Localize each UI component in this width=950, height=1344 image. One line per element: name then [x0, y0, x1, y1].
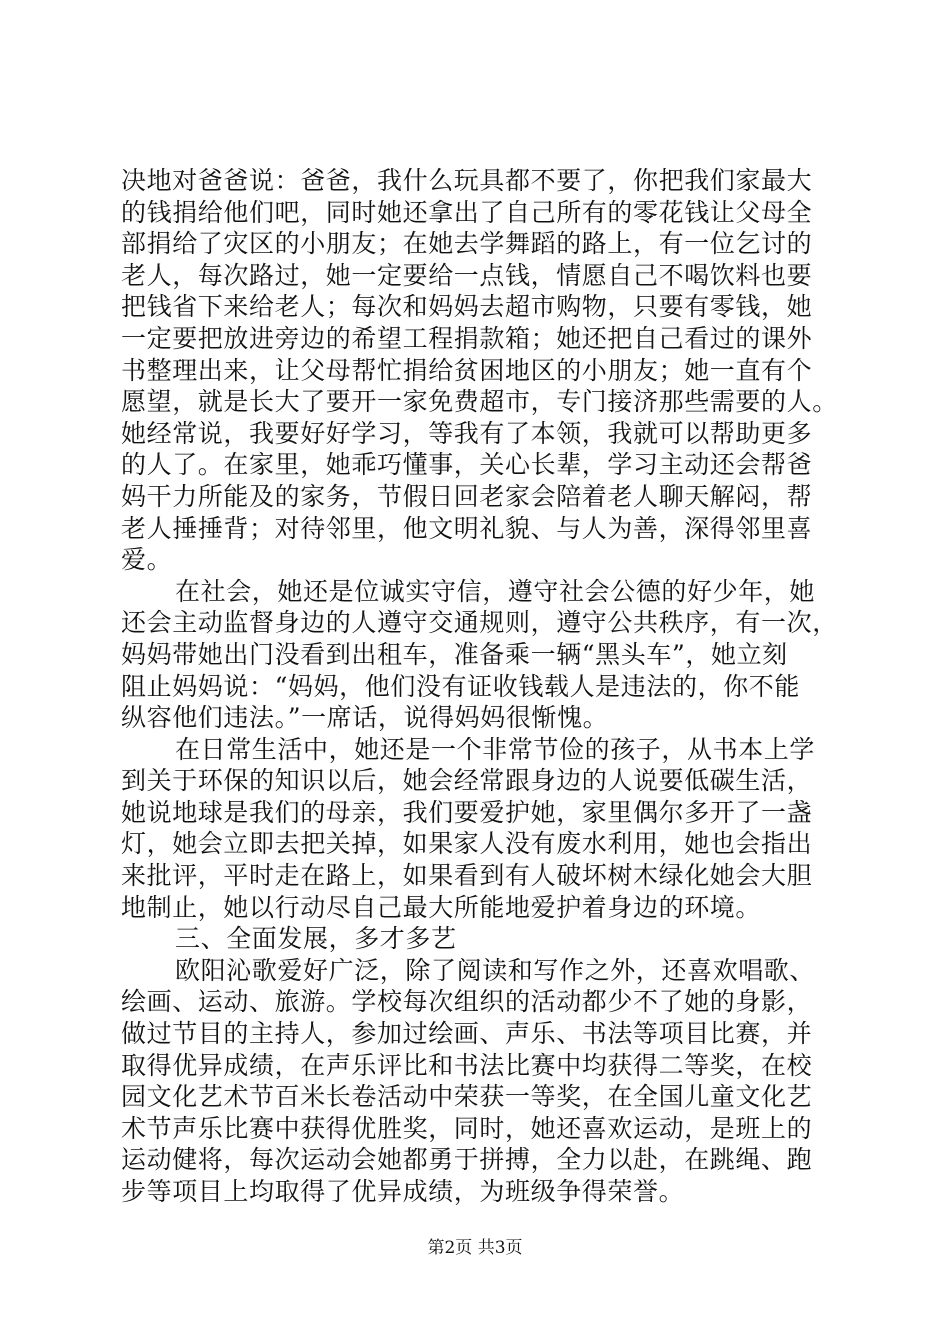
text-line: 她说地球是我们的母亲，我们要爱护她，家里偶尔多开了一盏: [121, 797, 813, 827]
text-line: 在社会，她还是位诚实守信，遵守社会公德的好少年，她: [175, 576, 816, 606]
text-line: 她经常说，我要好好学习，等我有了本领，我就可以帮助更多: [121, 418, 813, 448]
text-line: 术节声乐比赛中获得优胜奖，同时，她还喜欢运动，是班上的: [121, 1113, 813, 1143]
page-footer: 第2页 共3页: [427, 1238, 523, 1258]
text-line: 一定要把放进旁边的希望工程捐款箱；她还把自己看过的课外: [121, 323, 813, 353]
text-line: 到关于环保的知识以后，她会经常跟身边的人说要低碳生活，: [121, 766, 813, 796]
text-line: 书整理出来，让父母帮忙捐给贫困地区的小朋友；她一直有个: [121, 355, 813, 385]
text-line: 决地对爸爸说：爸爸，我什么玩具都不要了，你把我们家最大: [121, 166, 813, 195]
text-line: 老人，每次路过，她一定要给一点钱，情愿自己不喝饮料也要: [121, 260, 813, 290]
text-line: 三、全面发展，多才多艺: [175, 924, 457, 954]
text-line: 步等项目上均取得了优异成绩，为班级争得荣誉。: [121, 1177, 685, 1206]
text-line: 园文化艺术节百米长卷活动中荣获一等奖，在全国儿童文化艺: [121, 1082, 813, 1112]
text-line: 阻止妈妈说：“妈妈，他们没有证收钱载人是违法的，你不能: [121, 671, 800, 701]
text-line: 老人捶捶背；对待邻里，他文明礼貌、与人为善，深得邻里喜: [121, 513, 813, 543]
text-line: 欧阳沁歌爱好广泛，除了阅读和写作之外，还喜欢唱歌、: [175, 955, 816, 985]
text-line: 妈干力所能及的家务，节假日回老家会陪着老人聊天解闷，帮: [121, 481, 813, 511]
text-line: 来批评，平时走在路上，如果看到有人破坏树木绿化她会大胆: [121, 861, 813, 891]
text-line: 部捐给了灾区的小朋友；在她去学舞蹈的路上，有一位乞讨的: [121, 229, 813, 259]
text-line: 的人了。在家里，她乖巧懂事，关心长辈，学习主动还会帮爸: [121, 450, 813, 480]
text-line: 妈妈带她出门没看到出租车，准备乘一辆“黑头车”，她立刻: [121, 639, 788, 669]
text-line: 取得优异成绩，在声乐评比和书法比赛中均获得二等奖，在校: [121, 1050, 813, 1080]
text-line: 把钱省下来给老人；每次和妈妈去超市购物，只要有零钱，她: [121, 292, 813, 322]
text-line: 运动健将，每次运动会她都勇于拼搏，全力以赴，在跳绳、跑: [121, 1145, 813, 1175]
text-line: 爱。: [121, 545, 173, 575]
text-line: 的钱捐给他们吧，同时她还拿出了自己所有的零花钱让父母全: [121, 197, 813, 227]
text-line: 做过节目的主持人，参加过绘画、声乐、书法等项目比赛，并: [121, 1019, 813, 1049]
text-line: 灯，她会立即去把关掉，如果家人没有废水利用，她也会指出: [121, 829, 813, 859]
text-line: 绘画、运动、旅游。学校每次组织的活动都少不了她的身影，: [121, 987, 813, 1017]
document-body: [121, 165, 841, 1208]
text-line: 还会主动监督身边的人遵守交通规则，遵守公共秩序，有一次，: [121, 608, 838, 638]
text-line: 在日常生活中，她还是一个非常节俭的孩子，从书本上学: [175, 734, 816, 764]
text-line: 愿望，就是长大了要开一家免费超市，专门接济那些需要的人。: [121, 387, 838, 417]
text-line: 地制止，她以行动尽自己最大所能地爱护着身边的环境。: [121, 892, 762, 922]
text-line: 纵容他们违法。”一席话，说得妈妈很惭愧。: [121, 703, 609, 733]
